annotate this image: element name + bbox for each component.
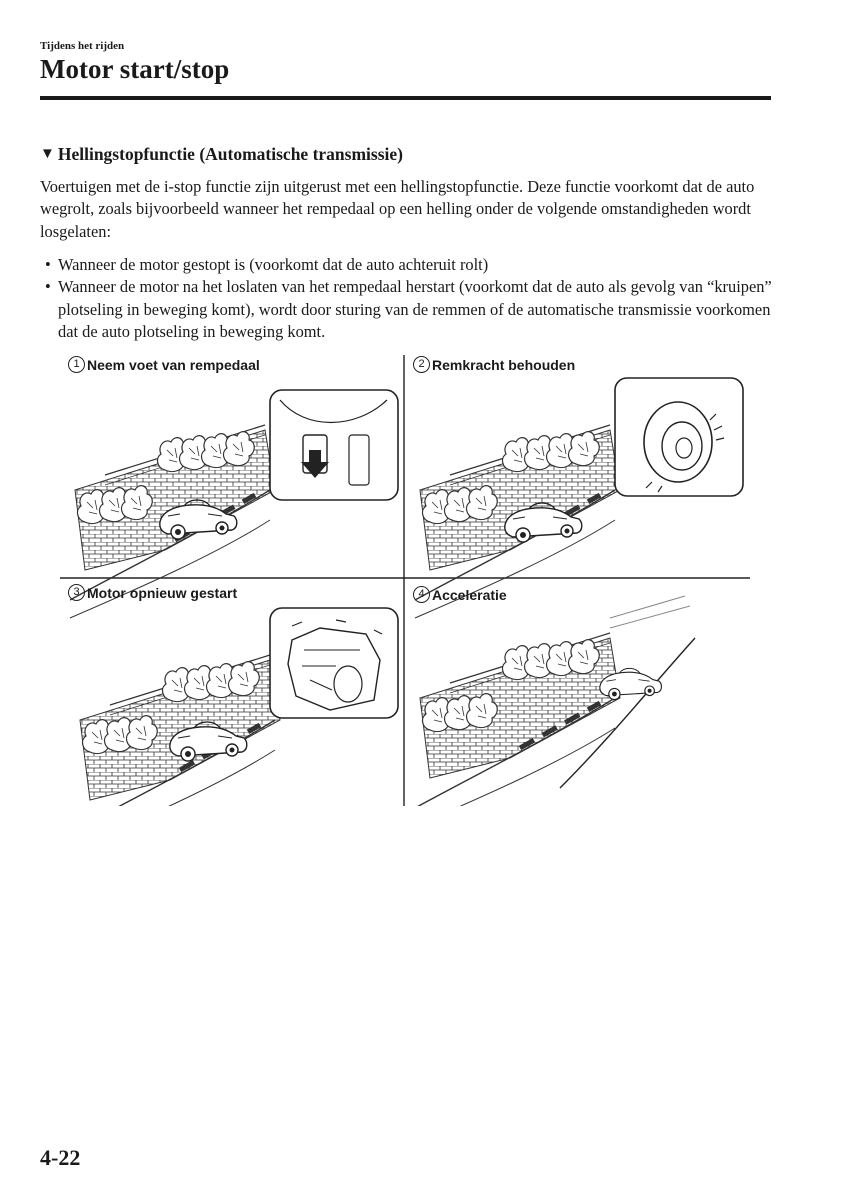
panel-number-badge: 2: [413, 356, 430, 373]
list-item: [40, 276, 780, 343]
hill-stop-illustration: [60, 350, 750, 806]
panel-4-scene: [415, 596, 695, 806]
page-number: 4-22: [40, 1145, 81, 1170]
panel-2-label: [413, 356, 575, 373]
panel-number-badge: 1: [68, 356, 85, 373]
panel-3-label: [68, 584, 237, 601]
panel-label-text: Motor opnieuw gestart: [87, 584, 238, 601]
section-heading-text: Hellingstopfunctie (Automatische transmissie): [57, 144, 403, 164]
bullet-icon: •: [45, 277, 51, 297]
list-item-text: Wanneer de motor na het loslaten van het rempedaal herstart (voorkomt dat de auto als gevolg van “kruipen” plotseling in beweging komt), wordt door sturing van de remmen of de automatische transmissie voorkomen dat de auto plotseling in beweging komt.: [58, 277, 772, 341]
condition-list: [40, 254, 780, 343]
panel-3-scene: [75, 608, 398, 806]
bullet-icon: •: [45, 255, 51, 274]
list-item: [40, 254, 780, 276]
section-heading: [40, 144, 403, 165]
panel-number-badge: 3: [68, 584, 85, 601]
panel-2-scene: [415, 378, 743, 618]
panel-4-label: [413, 586, 507, 603]
chapter-label: Tijdens het rijden: [40, 40, 125, 52]
panel-label-text: Remkracht behouden: [432, 356, 576, 373]
panel-1-label: [68, 356, 260, 373]
panel-number-badge: 4: [413, 586, 430, 603]
title-rule: [40, 96, 771, 100]
list-item-text: Wanneer de motor gestopt is (voorkomt dat de auto achteruit rolt): [58, 255, 489, 274]
panel-label-text: Acceleratie: [432, 586, 507, 603]
triangle-marker-icon: ▼: [40, 146, 55, 162]
illustration-svg: [60, 350, 750, 806]
page-title: Motor start/stop: [40, 54, 230, 84]
intro-paragraph: Voertuigen met de i-stop functie zijn uitgerust met een hellingstopfunctie. Deze functie voorkomt dat de auto wegrolt, zoals bijvoorbeeld wanneer het rempedaal op een helling onder de volgende omstandigheden wordt losgelaten:: [40, 177, 755, 241]
panel-label-text: Neem voet van rempedaal: [87, 356, 260, 373]
